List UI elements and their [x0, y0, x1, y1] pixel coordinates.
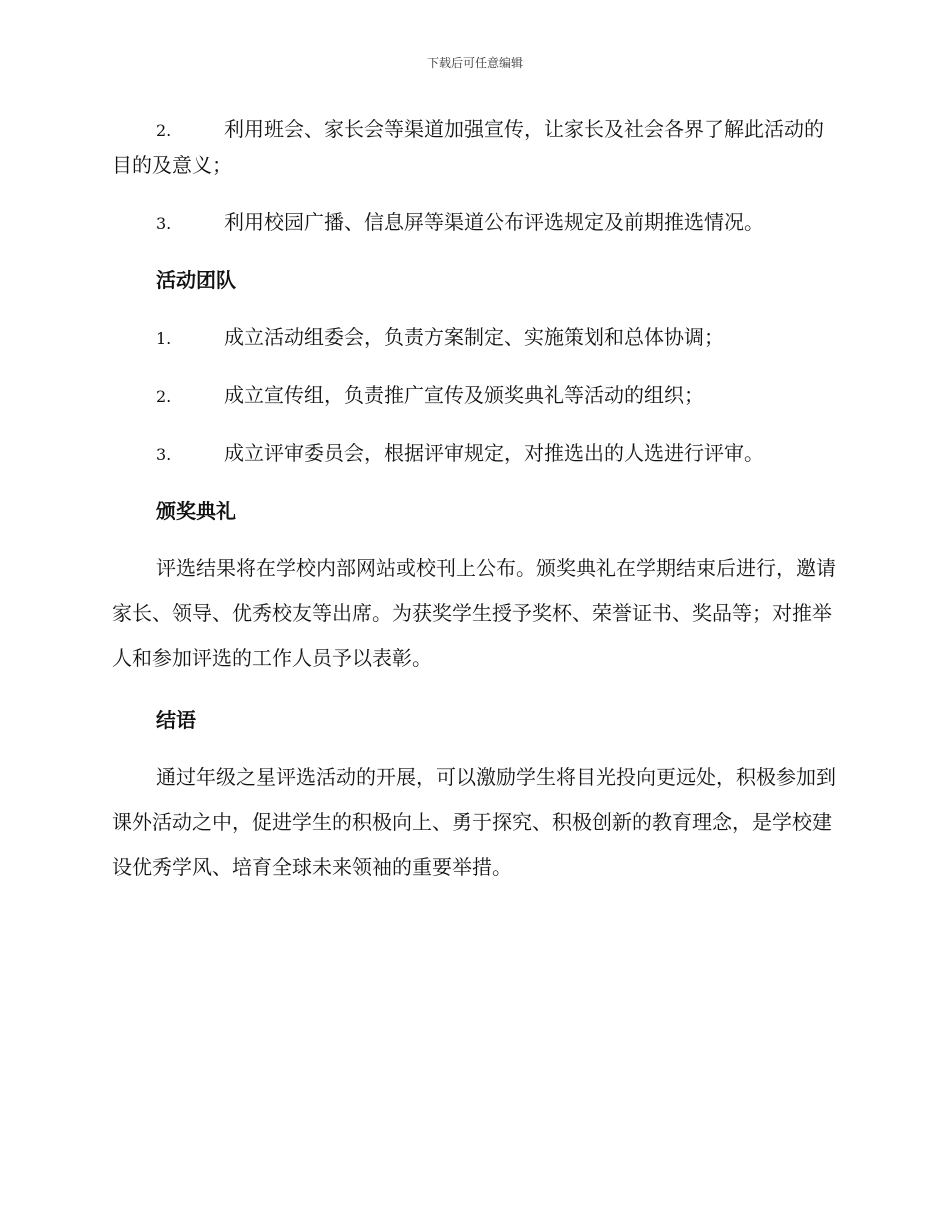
- list-item-text: 利用校园广播、信息屏等渠道公布评选规定及前期推选情况。: [224, 210, 764, 234]
- list-item-number: 3.: [156, 214, 172, 233]
- section-heading-award: 颁奖典礼: [156, 499, 236, 523]
- section-heading-conclusion: 结语: [156, 708, 196, 732]
- list-item: [112, 205, 836, 241]
- section-heading-team: 活动团队: [156, 268, 236, 292]
- list-item-number: 3.: [156, 445, 172, 464]
- list-item: [112, 378, 836, 414]
- award-paragraph: 评选结果将在学校内部网站或校刊上公布。颁奖典礼在学期结束后进行，邀请家长、领导、优秀校友等出席。为获奖学生授予奖杯、荣誉证书、奖品等；对推举人和参加评选的工作人员予以表彰。: [112, 556, 836, 670]
- list-item: [112, 112, 836, 183]
- document-body: [112, 112, 836, 912]
- list-item: [112, 320, 836, 356]
- conclusion-paragraph: 通过年级之星评选活动的开展，可以激励学生将目光投向更远处，积极参加到课外活动之中，促进学生的积极向上、勇于探究、积极创新的教育理念，是学校建设优秀学风、培育全球未来领袖的重要举措。: [112, 765, 836, 879]
- list-item-text: 成立宣传组，负责推广宣传及颁奖典礼等活动的组织；: [224, 383, 704, 407]
- list-item-text: 成立评审委员会，根据评审规定，对推选出的人选进行评审。: [224, 441, 764, 465]
- list-item-number: 1.: [156, 329, 172, 348]
- list-item: [112, 436, 836, 472]
- list-item-number: 2.: [156, 387, 172, 406]
- page-header: 下载后可任意编辑: [426, 56, 523, 70]
- list-item-text: 利用班会、家长会等渠道加强宣传，让家长及社会各界了解此活动的目的及意义；: [112, 117, 824, 177]
- list-item-number: 2.: [156, 121, 172, 140]
- list-item-text: 成立活动组委会，负责方案制定、实施策划和总体协调；: [224, 325, 724, 349]
